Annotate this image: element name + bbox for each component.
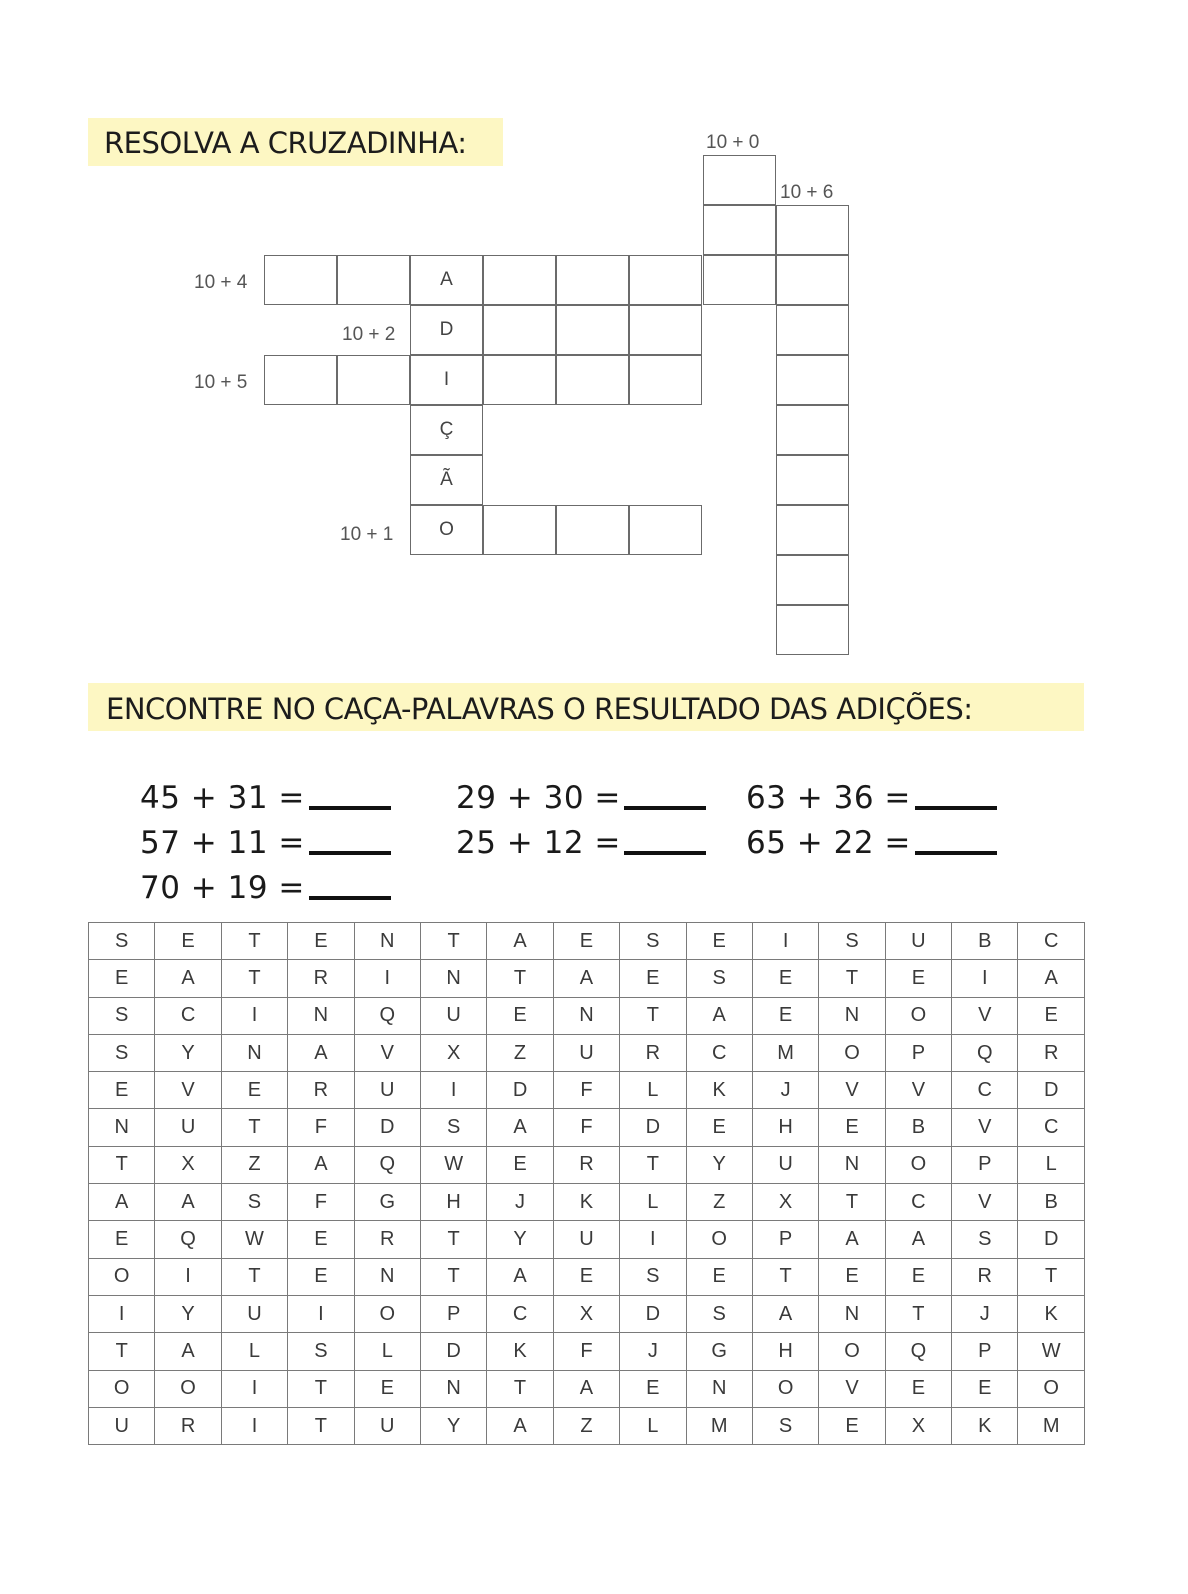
crossword-cell-given: I [410,355,483,405]
wordsearch-cell[interactable]: Z [221,1146,287,1183]
crossword-cell-given: Ç [410,405,483,455]
answer-blank[interactable] [624,806,706,810]
crossword-cell[interactable] [703,255,776,305]
wordsearch-cell[interactable]: I [752,923,818,960]
wordsearch-cell[interactable]: N [221,1034,287,1071]
crossword-cell[interactable] [776,555,849,605]
wordsearch-cell[interactable]: R [288,960,354,997]
wordsearch-cell[interactable]: S [752,1407,818,1444]
wordsearch-cell[interactable]: S [221,1184,287,1221]
crossword-cell[interactable] [264,255,337,305]
wordsearch-cell[interactable]: A [288,1146,354,1183]
wordsearch-cell[interactable]: Q [952,1034,1018,1071]
wordsearch-cell[interactable]: E [354,1370,420,1407]
crossword-cell[interactable] [556,305,629,355]
wordsearch-cell[interactable]: U [155,1109,221,1146]
wordsearch-cell[interactable]: T [885,1295,951,1332]
wordsearch-cell[interactable]: I [221,997,287,1034]
wordsearch-cell[interactable]: T [89,1146,155,1183]
wordsearch-cell[interactable]: E [819,1109,885,1146]
wordsearch-cell[interactable]: H [752,1333,818,1370]
wordsearch-cell[interactable]: A [752,1295,818,1332]
wordsearch-row [89,1221,1085,1258]
crossword-cell[interactable] [483,255,556,305]
wordsearch-title: ENCONTRE NO CAÇA-PALAVRAS O RESULTADO DAS ADIÇÕES: [88,683,1084,731]
wordsearch-cell[interactable]: T [620,997,686,1034]
wordsearch-cell[interactable]: F [553,1072,619,1109]
wordsearch-cell[interactable]: O [752,1370,818,1407]
wordsearch-cell[interactable]: S [686,1295,752,1332]
wordsearch-cell[interactable]: Z [553,1407,619,1444]
wordsearch-cell[interactable]: A [686,997,752,1034]
wordsearch-cell[interactable]: K [952,1407,1018,1444]
wordsearch-row [89,1034,1085,1071]
crossword-cell[interactable] [629,305,702,355]
crossword-cell[interactable] [556,505,629,555]
wordsearch-row [89,1146,1085,1183]
equation: 65 + 22 = [746,825,911,861]
wordsearch-cell[interactable]: E [288,923,354,960]
wordsearch-cell[interactable]: L [1018,1146,1084,1183]
crossword-cell[interactable] [556,255,629,305]
wordsearch-row [89,960,1085,997]
wordsearch-cell[interactable]: V [155,1072,221,1109]
wordsearch-cell[interactable]: I [155,1258,221,1295]
wordsearch-cell[interactable]: U [89,1407,155,1444]
wordsearch-cell[interactable]: W [1018,1333,1084,1370]
wordsearch-cell[interactable]: N [686,1370,752,1407]
wordsearch-cell[interactable]: K [1018,1295,1084,1332]
crossword-cell-given: A [410,255,483,305]
wordsearch-cell[interactable]: I [354,960,420,997]
equation: 29 + 30 = [456,780,621,816]
wordsearch-cell[interactable]: K [686,1072,752,1109]
wordsearch-cell[interactable]: J [487,1184,553,1221]
wordsearch-cell[interactable]: I [952,960,1018,997]
wordsearch-cell[interactable]: D [620,1109,686,1146]
wordsearch-cell[interactable]: R [553,1146,619,1183]
wordsearch-cell[interactable]: V [952,997,1018,1034]
wordsearch-cell[interactable]: T [1018,1258,1084,1295]
wordsearch-cell[interactable]: O [885,1146,951,1183]
wordsearch-cell[interactable]: S [620,923,686,960]
wordsearch-cell[interactable]: X [155,1146,221,1183]
wordsearch-cell[interactable]: U [354,1072,420,1109]
wordsearch-cell[interactable]: E [487,1146,553,1183]
wordsearch-cell[interactable]: T [288,1407,354,1444]
wordsearch-cell[interactable]: O [686,1221,752,1258]
wordsearch-cell[interactable]: Y [155,1295,221,1332]
wordsearch-cell[interactable]: I [221,1370,287,1407]
crossword-cell[interactable] [629,505,702,555]
answer-blank[interactable] [309,896,391,900]
wordsearch-cell[interactable]: G [686,1333,752,1370]
wordsearch-cell[interactable]: F [553,1109,619,1146]
wordsearch-cell[interactable]: E [487,997,553,1034]
wordsearch-cell[interactable]: E [553,1258,619,1295]
crossword-cell[interactable] [703,155,776,205]
wordsearch-cell[interactable]: T [819,1184,885,1221]
wordsearch-cell[interactable]: Z [487,1034,553,1071]
wordsearch-cell[interactable]: O [819,1333,885,1370]
wordsearch-cell[interactable]: A [553,1370,619,1407]
wordsearch-cell[interactable]: L [620,1072,686,1109]
wordsearch-cell[interactable]: O [819,1034,885,1071]
wordsearch-row [89,1184,1085,1221]
wordsearch-cell[interactable]: S [288,1333,354,1370]
crossword-cell-given: D [410,305,483,355]
wordsearch-row [89,1407,1085,1444]
wordsearch-cell[interactable]: C [487,1295,553,1332]
wordsearch-cell[interactable]: E [620,960,686,997]
wordsearch-cell[interactable]: R [155,1407,221,1444]
wordsearch-cell[interactable]: G [354,1184,420,1221]
wordsearch-cell[interactable]: E [752,997,818,1034]
wordsearch-cell[interactable]: L [620,1184,686,1221]
wordsearch-row [89,1109,1085,1146]
wordsearch-cell[interactable]: N [420,960,486,997]
wordsearch-cell[interactable]: F [288,1109,354,1146]
crossword-cell[interactable] [629,355,702,405]
wordsearch-cell[interactable]: C [885,1184,951,1221]
wordsearch-cell[interactable]: E [288,1221,354,1258]
clue-10-5: 10 + 5 [194,372,248,393]
wordsearch-cell[interactable]: N [288,997,354,1034]
wordsearch-cell[interactable]: E [885,1258,951,1295]
wordsearch-cell[interactable]: N [819,997,885,1034]
wordsearch-cell[interactable]: C [1018,923,1084,960]
wordsearch-cell[interactable]: A [155,1184,221,1221]
equation: 57 + 11 = [140,825,305,861]
wordsearch-cell[interactable]: S [686,960,752,997]
wordsearch-cell[interactable]: I [620,1221,686,1258]
wordsearch-cell[interactable]: N [819,1146,885,1183]
wordsearch-cell[interactable]: R [1018,1034,1084,1071]
wordsearch-cell[interactable]: E [686,923,752,960]
wordsearch-cell[interactable]: F [288,1184,354,1221]
wordsearch-cell[interactable]: U [221,1295,287,1332]
wordsearch-cell[interactable]: O [885,997,951,1034]
wordsearch-cell[interactable]: A [155,1333,221,1370]
wordsearch-cell[interactable]: D [620,1295,686,1332]
wordsearch-cell[interactable]: Y [686,1146,752,1183]
wordsearch-cell[interactable]: X [420,1034,486,1071]
wordsearch-cell[interactable]: A [885,1221,951,1258]
wordsearch-cell[interactable]: E [155,923,221,960]
wordsearch-cell[interactable]: O [354,1295,420,1332]
wordsearch-cell[interactable]: T [221,923,287,960]
wordsearch-cell[interactable]: E [819,1407,885,1444]
wordsearch-grid [88,922,1085,1445]
crossword-cell[interactable] [337,355,410,405]
wordsearch-cell[interactable]: N [420,1370,486,1407]
wordsearch-cell[interactable]: U [553,1221,619,1258]
wordsearch-cell[interactable]: E [1018,997,1084,1034]
wordsearch-cell[interactable]: E [686,1258,752,1295]
wordsearch-cell[interactable]: Y [487,1221,553,1258]
wordsearch-cell[interactable]: U [553,1034,619,1071]
wordsearch-cell[interactable]: U [420,997,486,1034]
wordsearch-cell[interactable]: I [89,1295,155,1332]
wordsearch-cell[interactable]: A [89,1184,155,1221]
wordsearch-cell[interactable]: E [89,1072,155,1109]
wordsearch-cell[interactable]: O [89,1370,155,1407]
wordsearch-cell[interactable]: E [221,1072,287,1109]
wordsearch-cell[interactable]: Y [420,1407,486,1444]
wordsearch-cell[interactable]: P [885,1034,951,1071]
crossword-cell[interactable] [776,405,849,455]
wordsearch-cell[interactable]: M [1018,1407,1084,1444]
wordsearch-cell[interactable]: U [752,1146,818,1183]
crossword-cell[interactable] [264,355,337,405]
wordsearch-cell[interactable]: K [487,1333,553,1370]
wordsearch-cell[interactable]: T [420,1221,486,1258]
wordsearch-cell[interactable]: T [89,1333,155,1370]
clue-10-0: 10 + 0 [706,132,760,153]
wordsearch-cell[interactable]: L [620,1407,686,1444]
crossword-cell[interactable] [776,255,849,305]
wordsearch-cell[interactable]: B [1018,1184,1084,1221]
answer-blank[interactable] [915,851,997,855]
wordsearch-cell[interactable]: S [89,923,155,960]
wordsearch-cell[interactable]: V [952,1109,1018,1146]
wordsearch-cell[interactable]: W [221,1221,287,1258]
wordsearch-cell[interactable]: Y [155,1034,221,1071]
wordsearch-cell[interactable]: I [288,1295,354,1332]
wordsearch-cell[interactable]: T [752,1258,818,1295]
crossword-cell[interactable] [483,305,556,355]
clue-10-6: 10 + 6 [780,182,834,203]
wordsearch-cell[interactable]: S [620,1258,686,1295]
wordsearch-cell[interactable]: T [620,1146,686,1183]
wordsearch-cell[interactable]: E [686,1109,752,1146]
wordsearch-cell[interactable]: V [819,1370,885,1407]
wordsearch-cell[interactable]: T [420,923,486,960]
wordsearch-cell[interactable]: E [952,1370,1018,1407]
wordsearch-cell[interactable]: S [819,923,885,960]
answer-blank[interactable] [309,806,391,810]
wordsearch-cell[interactable]: C [155,997,221,1034]
wordsearch-row [89,923,1085,960]
wordsearch-cell[interactable]: O [155,1370,221,1407]
wordsearch-cell[interactable]: A [155,960,221,997]
wordsearch-cell[interactable]: V [885,1072,951,1109]
crossword-cell[interactable] [776,305,849,355]
wordsearch-cell[interactable]: D [1018,1072,1084,1109]
wordsearch-cell[interactable]: K [553,1184,619,1221]
wordsearch-cell[interactable]: I [221,1407,287,1444]
wordsearch-cell[interactable]: B [885,1109,951,1146]
wordsearch-cell[interactable]: N [354,923,420,960]
crossword-cell[interactable] [776,455,849,505]
clue-10-2: 10 + 2 [342,324,396,345]
wordsearch-row [89,997,1085,1034]
wordsearch-cell[interactable]: D [420,1333,486,1370]
wordsearch-cell[interactable]: S [952,1221,1018,1258]
wordsearch-row [89,1072,1085,1109]
wordsearch-cell[interactable]: R [620,1034,686,1071]
wordsearch-cell[interactable]: P [752,1221,818,1258]
wordsearch-cell[interactable]: Q [354,997,420,1034]
wordsearch-cell[interactable]: W [420,1146,486,1183]
wordsearch-cell[interactable]: M [752,1034,818,1071]
wordsearch-cell[interactable]: J [752,1072,818,1109]
wordsearch-cell[interactable]: A [487,1258,553,1295]
wordsearch-cell[interactable]: N [354,1258,420,1295]
wordsearch-cell[interactable]: T [487,1370,553,1407]
wordsearch-cell[interactable]: T [819,960,885,997]
wordsearch-cell[interactable]: V [354,1034,420,1071]
wordsearch-cell[interactable]: J [952,1295,1018,1332]
equation: 63 + 36 = [746,780,911,816]
wordsearch-cell[interactable]: C [952,1072,1018,1109]
crossword-title: RESOLVA A CRUZADINHA: [88,118,503,166]
wordsearch-cell[interactable]: I [420,1072,486,1109]
wordsearch-cell[interactable]: S [420,1109,486,1146]
wordsearch-cell[interactable]: L [354,1333,420,1370]
wordsearch-cell[interactable]: A [819,1221,885,1258]
wordsearch-cell[interactable]: H [752,1109,818,1146]
crossword-cell-given: Ã [410,455,483,505]
wordsearch-cell[interactable]: Q [155,1221,221,1258]
wordsearch-cell[interactable]: D [1018,1221,1084,1258]
clue-10-4: 10 + 4 [194,272,248,293]
wordsearch-cell[interactable]: S [89,1034,155,1071]
wordsearch-cell[interactable]: E [819,1258,885,1295]
wordsearch-cell[interactable]: A [288,1034,354,1071]
wordsearch-cell[interactable]: R [952,1258,1018,1295]
crossword-cell[interactable] [629,255,702,305]
wordsearch-row [89,1333,1085,1370]
answer-blank[interactable] [309,851,391,855]
wordsearch-cell[interactable]: P [420,1295,486,1332]
wordsearch-cell[interactable]: N [89,1109,155,1146]
wordsearch-cell[interactable]: Q [354,1146,420,1183]
wordsearch-cell[interactable]: T [420,1258,486,1295]
wordsearch-cell[interactable]: A [487,1407,553,1444]
wordsearch-row [89,1295,1085,1332]
crossword-cell[interactable] [556,355,629,405]
wordsearch-cell[interactable]: C [686,1034,752,1071]
answer-blank[interactable] [915,806,997,810]
wordsearch-cell[interactable]: O [1018,1370,1084,1407]
wordsearch-cell[interactable]: C [1018,1109,1084,1146]
wordsearch-cell[interactable]: T [221,1258,287,1295]
wordsearch-cell[interactable]: A [1018,960,1084,997]
wordsearch-cell[interactable]: U [354,1407,420,1444]
wordsearch-cell[interactable]: F [553,1333,619,1370]
equation: 25 + 12 = [456,825,621,861]
wordsearch-cell[interactable]: A [487,923,553,960]
wordsearch-cell[interactable]: X [752,1184,818,1221]
clue-10-1: 10 + 1 [340,524,394,545]
wordsearch-cell[interactable]: H [420,1184,486,1221]
wordsearch-cell[interactable]: E [89,960,155,997]
wordsearch-cell[interactable]: V [819,1072,885,1109]
wordsearch-cell[interactable]: E [885,1370,951,1407]
crossword-cell[interactable] [776,205,849,255]
wordsearch-cell[interactable]: U [885,923,951,960]
wordsearch-cell[interactable]: S [89,997,155,1034]
wordsearch-cell[interactable]: Z [686,1184,752,1221]
wordsearch-cell[interactable]: X [553,1295,619,1332]
crossword-cell[interactable] [337,255,410,305]
wordsearch-cell[interactable]: R [354,1221,420,1258]
wordsearch-cell[interactable]: E [620,1370,686,1407]
crossword-cell[interactable] [483,355,556,405]
crossword-cell[interactable] [776,355,849,405]
wordsearch-cell[interactable]: O [89,1258,155,1295]
wordsearch-cell[interactable]: B [952,923,1018,960]
wordsearch-cell[interactable]: X [885,1407,951,1444]
crossword-cell[interactable] [776,505,849,555]
wordsearch-cell[interactable]: E [752,960,818,997]
wordsearch-cell[interactable]: D [487,1072,553,1109]
wordsearch-row [89,1370,1085,1407]
wordsearch-cell[interactable]: N [819,1295,885,1332]
wordsearch-row [89,1258,1085,1295]
crossword-cell[interactable] [703,205,776,255]
equation: 45 + 31 = [140,780,305,816]
wordsearch-cell[interactable]: R [288,1072,354,1109]
crossword-cell[interactable] [776,605,849,655]
wordsearch-cell[interactable]: A [553,960,619,997]
wordsearch-cell[interactable]: V [952,1184,1018,1221]
wordsearch-cell[interactable]: T [288,1370,354,1407]
wordsearch-cell[interactable]: E [885,960,951,997]
wordsearch-cell[interactable]: P [952,1333,1018,1370]
wordsearch-cell[interactable]: D [354,1109,420,1146]
wordsearch-cell[interactable]: M [686,1407,752,1444]
wordsearch-cell[interactable]: E [89,1221,155,1258]
wordsearch-cell[interactable]: Q [885,1333,951,1370]
wordsearch-cell[interactable]: J [620,1333,686,1370]
answer-blank[interactable] [624,851,706,855]
wordsearch-cell[interactable]: E [553,923,619,960]
wordsearch-cell[interactable]: P [952,1146,1018,1183]
crossword-cell-given: O [410,505,483,555]
wordsearch-cell[interactable]: T [221,1109,287,1146]
wordsearch-cell[interactable]: T [221,960,287,997]
crossword-cell[interactable] [483,505,556,555]
wordsearch-cell[interactable]: N [553,997,619,1034]
wordsearch-cell[interactable]: L [221,1333,287,1370]
wordsearch-cell[interactable]: A [487,1109,553,1146]
wordsearch-cell[interactable]: E [288,1258,354,1295]
equation: 70 + 19 = [140,870,305,906]
wordsearch-cell[interactable]: T [487,960,553,997]
